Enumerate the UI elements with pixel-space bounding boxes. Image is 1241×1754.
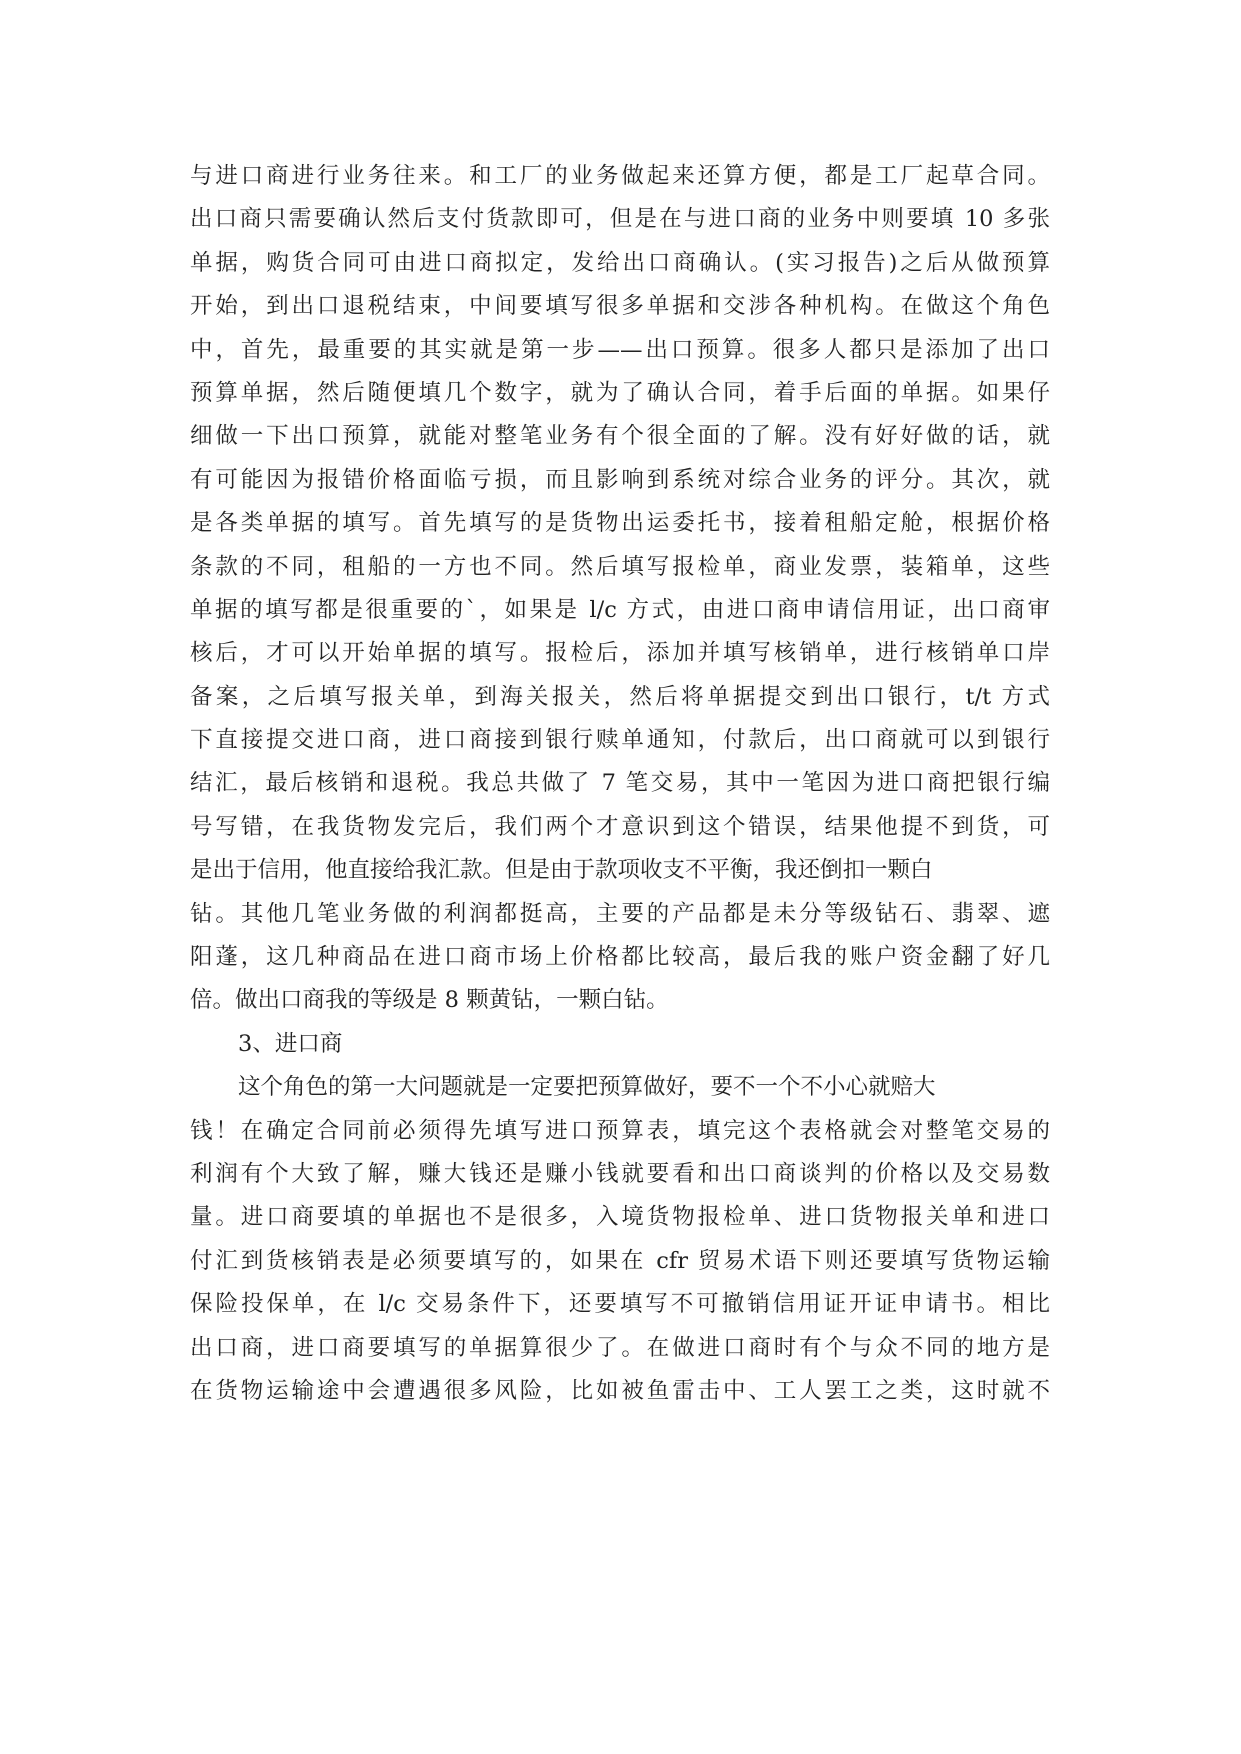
- section-heading: 3、进口商: [238, 1030, 343, 1057]
- text-line: 细做一下出口预算，就能对整笔业务有个很全面的了解。没有好好做的话，就: [190, 423, 1050, 450]
- text-line: 结汇，最后核销和退税。我总共做了 7 笔交易，其中一笔因为进口商把银行编: [190, 770, 1050, 797]
- text-line: 在货物运输途中会遭遇很多风险，比如被鱼雷击中、工人罢工之类，这时就不: [190, 1377, 1050, 1404]
- text-line: 钱！在确定合同前必须得先填写进口预算表，填完这个表格就会对整笔交易的: [190, 1117, 1050, 1144]
- text-line: 付汇到货核销表是必须要填写的，如果在 cfr 贸易术语下则还要填写货物运输: [190, 1247, 1050, 1274]
- text-line: 出口商，进口商要填写的单据算很少了。在做进口商时有个与众不同的地方是: [190, 1334, 1050, 1361]
- text-line: 有可能因为报错价格面临亏损，而且影响到系统对综合业务的评分。其次，就: [190, 466, 1050, 493]
- document-body: [190, 155, 1050, 1413]
- text-line: 中，首先，最重要的其实就是第一步——出口预算。很多人都只是添加了出口: [190, 336, 1050, 363]
- text-line: 下直接提交进口商，进口商接到银行赎单通知，付款后，出口商就可以到银行: [190, 727, 1050, 754]
- text-line: 是各类单据的填写。首先填写的是货物出运委托书，接着租船定舱，根据价格: [190, 510, 1050, 537]
- text-line: 出口商只需要确认然后支付货款即可，但是在与进口商的业务中则要填 10 多张: [190, 206, 1050, 233]
- text-line: 保险投保单，在 l/c 交易条件下，还要填写不可撤销信用证开证申请书。相比: [190, 1291, 1050, 1318]
- text-line: 条款的不同，租船的一方也不同。然后填写报检单，商业发票，装箱单，这些: [190, 553, 1050, 580]
- text-line: 倍。做出口商我的等级是 8 颗黄钻，一颗白钻。: [190, 987, 669, 1014]
- text-line: 这个角色的第一大问题就是一定要把预算做好，要不一个不小心就赔大: [238, 1074, 936, 1101]
- text-line: 单据的填写都是很重要的`，如果是 l/c 方式，由进口商申请信用证，出口商审: [190, 596, 1050, 623]
- text-line: 核后，才可以开始单据的填写。报检后，添加并填写核销单，进行核销单口岸: [190, 640, 1050, 667]
- text-line: 量。进口商要填的单据也不是很多，入境货物报检单、进口货物报关单和进口: [190, 1204, 1050, 1231]
- text-line: 单据，购货合同可由进口商拟定，发给出口商确认。(实习报告)之后从做预算: [190, 249, 1050, 276]
- text-line: 是出于信用，他直接给我汇款。但是由于款项收支不平衡，我还倒扣一颗白: [190, 857, 933, 884]
- text-line: 预算单据，然后随便填几个数字，就为了确认合同，着手后面的单据。如果仔: [190, 379, 1050, 406]
- text-line: 与进口商进行业务往来。和工厂的业务做起来还算方便，都是工厂起草合同。: [190, 163, 1050, 189]
- text-line: 号写错，在我货物发完后，我们两个才意识到这个错误，结果他提不到货，可: [190, 813, 1050, 840]
- text-line: 钻。其他几笔业务做的利润都挺高，主要的产品都是未分等级钻石、翡翠、遮: [190, 900, 1050, 927]
- text-line: 开始，到出口退税结束，中间要填写很多单据和交涉各种机构。在做这个角色: [190, 293, 1050, 320]
- text-line: 阳蓬，这几种商品在进口商市场上价格都比较高，最后我的账户资金翻了好几: [190, 944, 1050, 971]
- text-line: 利润有个大致了解，赚大钱还是赚小钱就要看和出口商谈判的价格以及交易数: [190, 1160, 1050, 1187]
- text-line: 备案，之后填写报关单，到海关报关，然后将单据提交到出口银行，t/t 方式: [190, 683, 1050, 710]
